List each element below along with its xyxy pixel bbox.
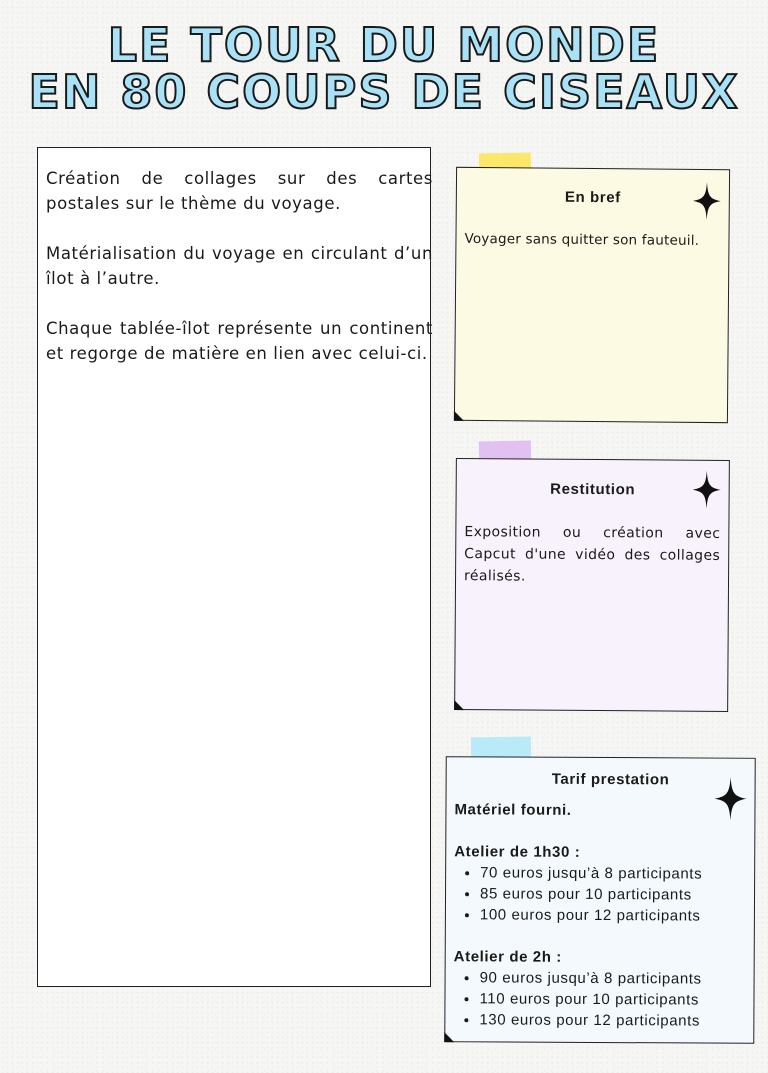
note-tarif-title: Tarif prestation	[551, 770, 670, 789]
description-paragraph-2: Matérialisation du voyage en circulant d’un îlot à l’autre.	[46, 244, 433, 288]
note-tarif-prestation	[444, 756, 755, 1044]
price-list-item: • 100 euros pour 12 participants	[480, 904, 744, 926]
materiel-fourni-text: Matériel fourni.	[454, 801, 572, 819]
price-list-item: • 110 euros pour 10 participants	[479, 988, 743, 1010]
page-title	[0, 18, 768, 119]
page-fold-corner	[444, 1032, 454, 1042]
price-list-item: • 70 euros jusqu’à 8 participants	[480, 862, 744, 884]
note-restitution-title: Restitution	[550, 480, 636, 499]
note-en-bref	[454, 167, 730, 423]
tarif-details	[453, 799, 744, 1032]
description-box	[37, 147, 431, 987]
description-paragraph-3: Chaque tablée-îlot représente un continent et regorge de matière en lien avec celui-ci.	[46, 319, 433, 363]
page-fold-corner	[454, 411, 464, 421]
description-paragraph-1: Création de collages sur des cartes postales sur le thème du voyage.	[46, 169, 433, 213]
page-fold-corner	[454, 700, 464, 710]
atelier-2h-label: Atelier de 2h :	[453, 948, 562, 966]
title-line-1: LE TOUR DU MONDE	[107, 18, 661, 72]
four-point-star-icon	[693, 182, 721, 220]
atelier-1h30-label: Atelier de 1h30 :	[454, 843, 581, 861]
description-text	[46, 166, 433, 391]
title-line-2: EN 80 COUPS DE CISEAUX	[28, 65, 740, 119]
atelier-1h30-price-list	[454, 862, 744, 927]
price-list-item: • 90 euros jusqu’à 8 participants	[480, 967, 744, 989]
note-restitution-body: Exposition ou création avec Capcut d'une vidéo des collages réalisés.	[464, 524, 721, 585]
price-list-item: • 85 euros pour 10 participants	[480, 883, 744, 905]
price-list-item: • 130 euros pour 12 participants	[479, 1009, 743, 1031]
atelier-2h-price-list	[453, 967, 743, 1032]
note-en-bref-body: Voyager sans quitter son fauteuil.	[464, 230, 700, 249]
note-restitution	[454, 458, 730, 712]
four-point-star-icon	[693, 471, 721, 509]
note-en-bref-title: En bref	[564, 188, 621, 207]
